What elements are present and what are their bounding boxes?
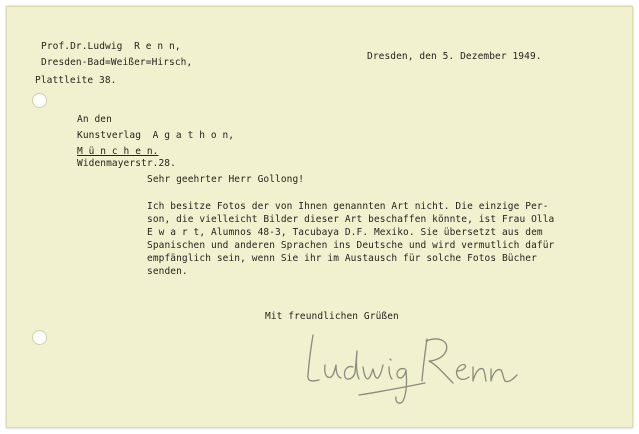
- letter-card: [6, 6, 633, 428]
- sender-name: Prof.Dr.Ludwig R e n n,: [41, 41, 181, 52]
- recipient-line-2: Kunstverlag A g a t h o n,: [77, 130, 235, 141]
- handwritten-signature: [295, 325, 535, 415]
- recipient-street: Widenmayerstr.28.: [77, 158, 176, 169]
- body-line: E w a r t, Alumnos 48-3, Tacubaya D.F. Mexiko. Sie übersetzt aus dem: [147, 227, 543, 238]
- body-line: son, die vielleicht Bilder dieser Art beschaffen könnte, ist Frau Olla: [147, 214, 555, 225]
- sender-street: Dresden-Bad=Weißer=Hirsch,: [41, 57, 193, 68]
- body-line: senden.: [147, 266, 188, 277]
- body-line: empfänglich sein, wenn Sie ihr im Austausch für solche Fotos Bücher: [147, 253, 537, 264]
- salutation: Sehr geehrter Herr Gollong!: [147, 174, 305, 185]
- punch-hole-bottom: [32, 330, 47, 345]
- recipient-line-1: An den: [77, 114, 112, 125]
- sender-address: Plattleite 38.: [35, 75, 117, 86]
- punch-hole-top: [32, 93, 47, 108]
- body-line: Ich besitze Fotos der von Ihnen genannten Art nicht. Die einzige Per-: [147, 201, 549, 212]
- recipient-city: M ü n c h e n.: [77, 146, 159, 157]
- body-line: Spanischen und anderen Sprachen ins Deutsche und wird vermutlich dafür: [147, 240, 555, 251]
- closing: Mit freundlichen Grüßen: [265, 311, 399, 322]
- letter-date: Dresden, den 5. Dezember 1949.: [367, 51, 542, 62]
